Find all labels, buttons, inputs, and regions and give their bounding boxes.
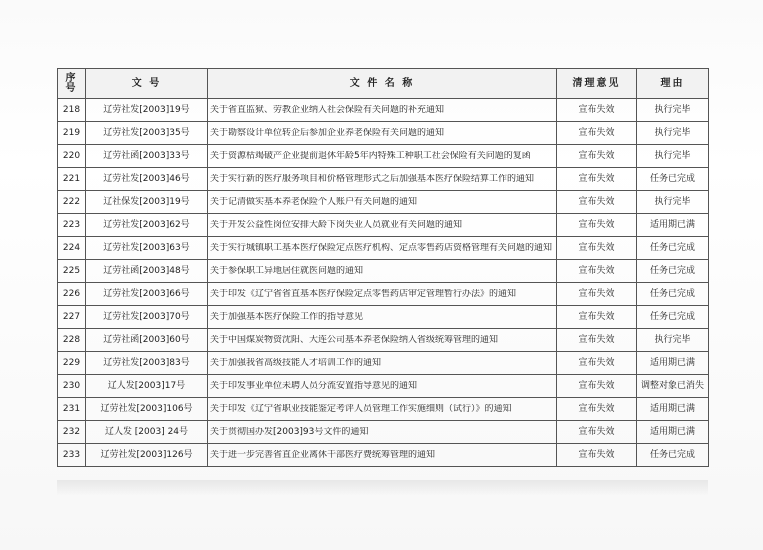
cell-reason-text: 执行完毕 — [654, 197, 691, 207]
cell-title-text: 关于实行新的医疗服务项目和价格管理形式之后加强基本医疗保险结算工作的通知 — [210, 174, 535, 184]
cell-seq-text: 225 — [62, 266, 81, 276]
cell-seq — [58, 191, 86, 214]
cell-seq-text: 227 — [62, 312, 81, 322]
cell-seq-text: 229 — [62, 358, 81, 368]
cell-title — [208, 421, 557, 444]
cell-doc-no-text: 辽劳社发[2003]83号 — [103, 358, 190, 368]
cell-seq — [58, 283, 86, 306]
cell-opinion — [557, 122, 637, 145]
cell-seq — [58, 260, 86, 283]
cell-seq-text: 222 — [62, 197, 81, 207]
table-body — [58, 99, 709, 467]
cell-title-text: 关于勘察设计单位转企后参加企业养老保险有关问题的通知 — [210, 128, 445, 138]
cell-title-text: 关于加强基本医疗保险工作的指导意见 — [210, 312, 364, 322]
cell-seq-text: 232 — [62, 427, 81, 437]
cell-title — [208, 398, 557, 421]
cell-doc-no-text: 辽劳社函[2003]60号 — [103, 335, 190, 345]
cell-doc-no-text: 辽劳社发[2003]19号 — [103, 105, 190, 115]
document-table — [57, 68, 709, 467]
cell-title-text: 关于贯彻国办发[2003]93号文件的通知 — [210, 427, 369, 437]
cell-doc-no — [86, 260, 208, 283]
cell-seq — [58, 398, 86, 421]
cell-opinion — [557, 99, 637, 122]
cell-reason — [637, 145, 709, 168]
cell-title-text: 关于中国煤炭物资沈阳、大连公司基本养老保险纳入省级统筹管理的通知 — [210, 335, 499, 345]
table-row — [58, 214, 709, 237]
cell-opinion — [557, 444, 637, 467]
table-row — [58, 444, 709, 467]
cell-reason-text: 任务已完成 — [649, 266, 695, 276]
table-row — [58, 168, 709, 191]
cell-doc-no — [86, 214, 208, 237]
cell-seq-text: 230 — [62, 381, 81, 391]
cell-seq — [58, 168, 86, 191]
cell-reason — [637, 283, 709, 306]
cell-reason — [637, 237, 709, 260]
cell-seq-text: 220 — [62, 151, 81, 161]
cell-doc-no — [86, 99, 208, 122]
cell-doc-no — [86, 122, 208, 145]
cell-opinion-text: 宣布失效 — [578, 105, 615, 115]
cell-opinion-text: 宣布失效 — [578, 220, 615, 230]
cell-reason-text: 执行完毕 — [654, 105, 691, 115]
cell-seq — [58, 306, 86, 329]
cell-doc-no — [86, 375, 208, 398]
cell-title — [208, 168, 557, 191]
cell-title — [208, 214, 557, 237]
cell-doc-no-text: 辽社保发[2003]19号 — [103, 197, 190, 207]
cell-title-text: 关于开发公益性岗位安排大龄下岗失业人员就业有关问题的通知 — [210, 220, 463, 230]
cell-doc-no-text: 辽劳社发[2003]35号 — [103, 128, 190, 138]
table-row — [58, 306, 709, 329]
table-row — [58, 398, 709, 421]
cell-opinion — [557, 421, 637, 444]
cell-opinion — [557, 306, 637, 329]
cell-seq-text: 231 — [62, 404, 81, 414]
cell-seq — [58, 444, 86, 467]
cell-reason-text: 调整对象已消失 — [640, 381, 704, 391]
cell-title — [208, 122, 557, 145]
cell-title-text: 关于印发《辽宁省职业技能鉴定考评人员管理工作实施细则（试行）》的通知 — [210, 404, 512, 414]
cell-reason — [637, 444, 709, 467]
cell-opinion — [557, 214, 637, 237]
cell-doc-no — [86, 306, 208, 329]
cell-opinion-text: 宣布失效 — [578, 174, 615, 184]
cell-opinion-text: 宣布失效 — [578, 381, 615, 391]
cell-reason — [637, 306, 709, 329]
table-row — [58, 191, 709, 214]
cell-opinion — [557, 329, 637, 352]
cell-opinion-text: 宣布失效 — [578, 427, 615, 437]
cell-doc-no — [86, 421, 208, 444]
cell-seq — [58, 421, 86, 444]
cell-reason — [637, 168, 709, 191]
cell-reason — [637, 99, 709, 122]
cell-opinion-text: 宣布失效 — [578, 312, 615, 322]
cell-opinion — [557, 375, 637, 398]
cell-opinion — [557, 145, 637, 168]
cell-doc-no-text: 辽劳社发[2003]66号 — [103, 289, 190, 299]
cell-doc-no-text: 辽劳社发[2003]106号 — [100, 404, 193, 414]
cell-reason-text: 执行完毕 — [654, 151, 691, 161]
header-doc-no: 文 号 — [86, 69, 208, 99]
header-opinion: 清理意见 — [557, 69, 637, 99]
cell-title — [208, 237, 557, 260]
cell-reason-text: 任务已完成 — [649, 289, 695, 299]
cell-doc-no — [86, 191, 208, 214]
cell-opinion-text: 宣布失效 — [578, 404, 615, 414]
cell-reason-text: 适用期已满 — [649, 220, 695, 230]
cell-seq — [58, 145, 86, 168]
cell-reason — [637, 329, 709, 352]
table-row — [58, 329, 709, 352]
cell-reason-text: 任务已完成 — [649, 312, 695, 322]
header-title: 文 件 名 称 — [208, 69, 557, 99]
table-row — [58, 260, 709, 283]
cell-reason — [637, 375, 709, 398]
cell-title — [208, 329, 557, 352]
cell-reason — [637, 122, 709, 145]
cell-seq — [58, 237, 86, 260]
cell-title-text: 关于印发事业单位未聘人员分流安置指导意见的通知 — [210, 381, 418, 391]
cell-doc-no — [86, 329, 208, 352]
cell-doc-no — [86, 145, 208, 168]
cell-opinion-text: 宣布失效 — [578, 128, 615, 138]
cell-doc-no — [86, 237, 208, 260]
cell-reason-text: 执行完毕 — [654, 335, 691, 345]
cell-doc-no — [86, 444, 208, 467]
cell-title — [208, 191, 557, 214]
cell-reason — [637, 398, 709, 421]
cell-title-text: 关于实行城镇职工基本医疗保险定点医疗机构、定点零售药店资格管理有关问题的通知 — [210, 243, 553, 253]
table-row — [58, 122, 709, 145]
cell-doc-no — [86, 283, 208, 306]
cell-opinion-text: 宣布失效 — [578, 243, 615, 253]
cell-reason-text: 适用期已满 — [649, 358, 695, 368]
cell-opinion-text: 宣布失效 — [578, 358, 615, 368]
cell-seq — [58, 214, 86, 237]
header-reason: 理由 — [637, 69, 709, 99]
table-row — [58, 237, 709, 260]
cell-reason-text: 适用期已满 — [649, 427, 695, 437]
cell-reason-text: 执行完毕 — [654, 128, 691, 138]
cell-reason — [637, 352, 709, 375]
cell-seq — [58, 375, 86, 398]
cell-reason — [637, 214, 709, 237]
cell-opinion — [557, 283, 637, 306]
cell-title-text: 关于印发《辽宁省省直基本医疗保险定点零售药店审定管理暂行办法》的通知 — [210, 289, 517, 299]
cell-reason-text: 任务已完成 — [649, 450, 695, 460]
cell-opinion — [557, 168, 637, 191]
cell-doc-no-text: 辽劳社函[2003]33号 — [103, 151, 190, 161]
cell-opinion-text: 宣布失效 — [578, 450, 615, 460]
cell-reason — [637, 191, 709, 214]
cell-doc-no — [86, 168, 208, 191]
cell-title-text: 关于资源枯竭破产企业提前退休年龄5年内特殊工种职工社会保险有关问题的复函 — [210, 151, 531, 161]
table-header-row — [58, 69, 709, 99]
cell-doc-no-text: 辽劳社函[2003]48号 — [103, 266, 190, 276]
cell-seq-text: 226 — [62, 289, 81, 299]
cell-reason-text: 任务已完成 — [649, 174, 695, 184]
cell-doc-no-text: 辽人发 [2003] 24号 — [104, 427, 189, 437]
cell-seq-text: 218 — [62, 105, 81, 115]
cell-opinion-text: 宣布失效 — [578, 335, 615, 345]
cell-title — [208, 145, 557, 168]
table-row — [58, 99, 709, 122]
table-row — [58, 145, 709, 168]
cell-opinion-text: 宣布失效 — [578, 197, 615, 207]
cell-opinion-text: 宣布失效 — [578, 289, 615, 299]
cell-doc-no-text: 辽人发[2003]17号 — [107, 381, 186, 391]
cell-doc-no-text: 辽劳社发[2003]62号 — [103, 220, 190, 230]
cell-seq-text: 221 — [62, 174, 81, 184]
cell-opinion — [557, 352, 637, 375]
cell-seq — [58, 329, 86, 352]
table-row — [58, 352, 709, 375]
cell-seq-text: 223 — [62, 220, 81, 230]
cell-reason-text: 适用期已满 — [649, 404, 695, 414]
cell-title — [208, 306, 557, 329]
cell-seq — [58, 352, 86, 375]
table-row — [58, 375, 709, 398]
cell-title — [208, 352, 557, 375]
cell-doc-no — [86, 398, 208, 421]
cell-opinion-text: 宣布失效 — [578, 266, 615, 276]
cell-doc-no-text: 辽劳社发[2003]126号 — [100, 450, 193, 460]
cell-doc-no-text: 辽劳社发[2003]63号 — [103, 243, 190, 253]
cell-opinion — [557, 398, 637, 421]
cell-opinion-text: 宣布失效 — [578, 151, 615, 161]
cell-seq-text: 224 — [62, 243, 81, 253]
cell-reason — [637, 260, 709, 283]
cell-title — [208, 375, 557, 398]
cell-title-text: 关于加强我省高级技能人才培训工作的通知 — [210, 358, 382, 368]
cell-doc-no — [86, 352, 208, 375]
cell-seq-text: 228 — [62, 335, 81, 345]
cell-title-text: 关于记清做实基本养老保险个人账户有关问题的通知 — [210, 197, 418, 207]
cell-title — [208, 283, 557, 306]
cell-seq — [58, 122, 86, 145]
scan-shadow — [57, 480, 708, 496]
cell-title-text: 关于参保职工异地居住就医问题的通知 — [210, 266, 364, 276]
table-row — [58, 283, 709, 306]
cell-doc-no-text: 辽劳社发[2003]70号 — [103, 312, 190, 322]
cell-reason — [637, 421, 709, 444]
cell-title — [208, 260, 557, 283]
cell-opinion — [557, 191, 637, 214]
cell-doc-no-text: 辽劳社发[2003]46号 — [103, 174, 190, 184]
cell-title-text: 关于省直监狱、劳教企业纳入社会保险有关问题的补充通知 — [210, 105, 445, 115]
cell-title — [208, 99, 557, 122]
cell-opinion — [557, 237, 637, 260]
cell-seq-text: 219 — [62, 128, 81, 138]
cell-reason-text: 任务已完成 — [649, 243, 695, 253]
cell-opinion — [557, 260, 637, 283]
cell-seq — [58, 99, 86, 122]
header-seq: 序号 — [58, 69, 86, 99]
cell-title — [208, 444, 557, 467]
cell-title-text: 关于进一步完善省直企业离休干部医疗费统筹管理的通知 — [210, 450, 436, 460]
table-row — [58, 421, 709, 444]
cell-seq-text: 233 — [62, 450, 81, 460]
